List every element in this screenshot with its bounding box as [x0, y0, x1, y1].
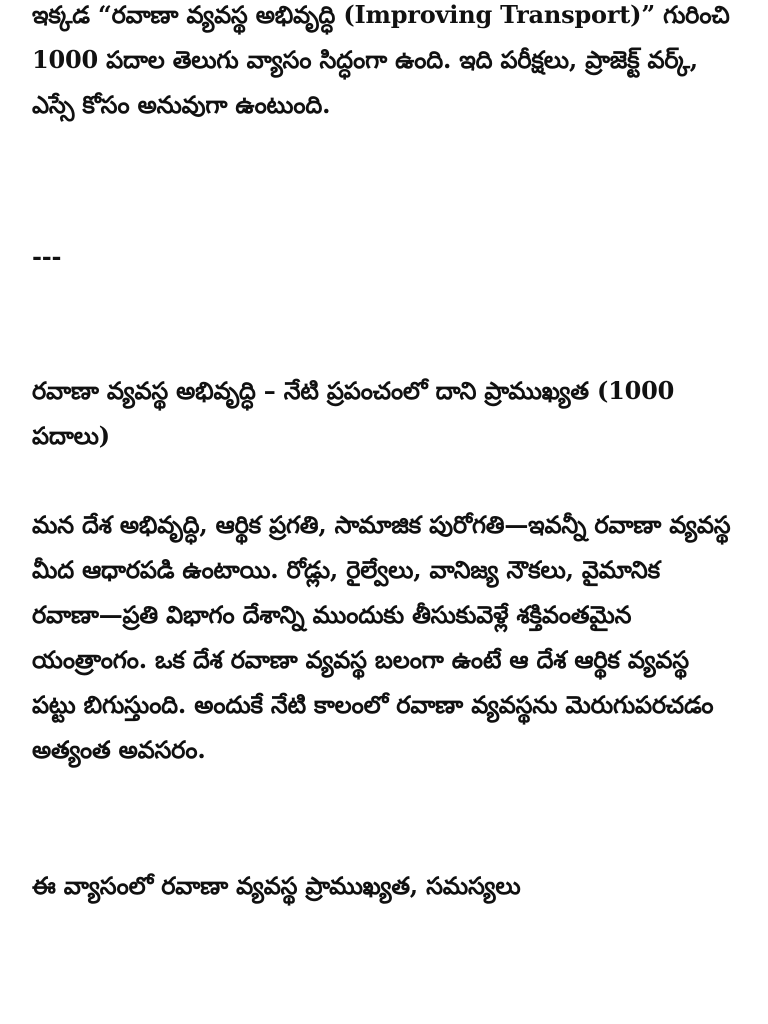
- essay-heading: రవాణా వ్యవస్థ అభివృద్ధి – నేటి ప్రపంచంలో దాని ప్రాముఖ్యత (1000 పదాలు): [32, 376, 675, 450]
- section-separator: ---: [32, 242, 62, 271]
- intro-paragraph: ఇక్కడ “రవాణా వ్యవస్థ అభివృద్ధి (Improving Transport)” గురించి 1000 పదాల తెలుగు వ్యాసం సిద్ధంగా ఉంది. ఇది పరీక్షలు, ప్రాజెక్ట్ వర్క్, ఎస్సే కోసం అనువుగా ఉంటుంది.: [32, 0, 730, 119]
- body-paragraph-1: మన దేశ అభివృద్ధి, ఆర్థిక ప్రగతి, సామాజిక పురోగతి—ఇవన్నీ రవాణా వ్యవస్థ మీద ఆధారపడి ఉంటాయి. రోడ్లు, రైల్వేలు, వానిజ్య నౌకలు, వైమానిక రవాణా—ప్రతి విభాగం దేశాన్ని ముందుకు తీసుకువెళ్లే శక్తివంతమైన యంత్రాంగం. ఒక దేశ రవాణా వ్యవస్థ బలంగా ఉంటే ఆ దేశ ఆర్థిక వ్యవస్థ పట్టు బిగుస్తుంది. అందుకే నేటి కాలంలో రవాణా వ్యవస్థను మెరుగుపరచడం అత్యంత అవసరం.: [32, 510, 731, 764]
- body-paragraph-2: ఈ వ్యాసంలో రవాణా వ్యవస్థ ప్రాముఖ్యత, సమస్యలు: [32, 871, 521, 900]
- document-body: [32, 0, 732, 908]
